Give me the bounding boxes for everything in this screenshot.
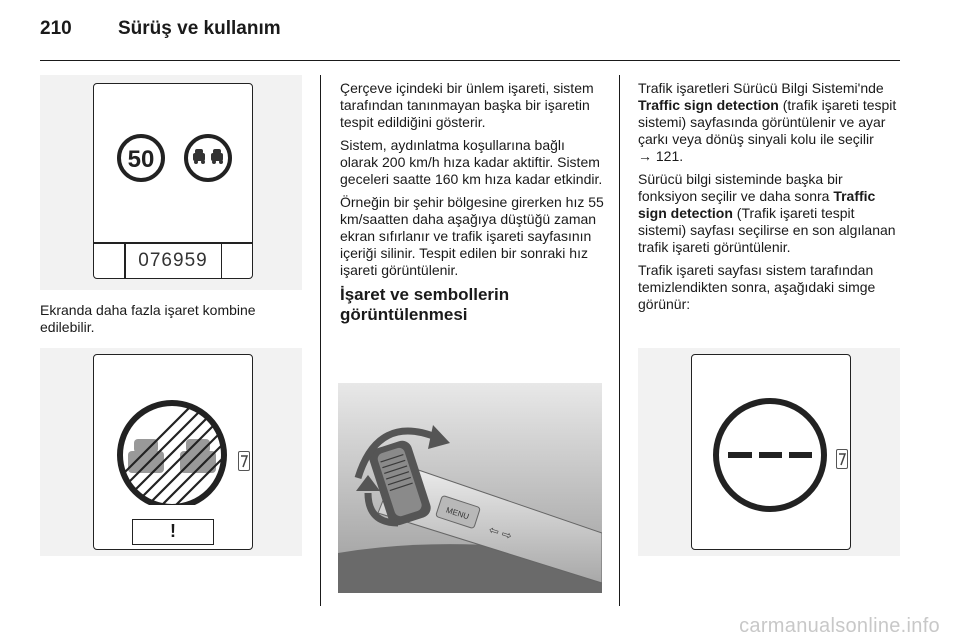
caption-text: Ekranda daha fazla işaret kombine edilebilir.: [40, 302, 256, 335]
section-title: Sürüş ve kullanım: [118, 18, 281, 39]
odometer-reading: 076959: [138, 250, 208, 271]
header-rule: [40, 60, 900, 61]
speed-limit-value: 50: [127, 146, 155, 173]
page-header: [40, 18, 281, 40]
section-heading: İşaret ve sembollerin görüntülenmesi: [340, 285, 510, 324]
term-traffic-sign-detection: Traffic sign detection: [638, 97, 779, 113]
display-divider: [94, 242, 252, 244]
paragraph-cleared-symbol: Trafik işareti sayfası sistem tarafından temizlendikten sonra, aşağıdaki simge görünür:: [638, 262, 876, 312]
display-frame-2: [93, 354, 253, 550]
svg-text:MENU: MENU: [444, 505, 471, 522]
exclamation-indicator: !: [132, 519, 214, 545]
cursor-marker-icon-2: [836, 449, 848, 469]
display-frame-3: [691, 354, 851, 550]
column-middle-text: [340, 80, 605, 335]
paragraph-display-page: Trafik işaretleri Sürücü Bilgi Sistemi'nde Traffic sign detection (trafik işareti tespit sistemi) sayfasında görüntülenir ve ayar çarkı veya dönüş sinyali kolu ile seçilir → 121.: [638, 80, 897, 164]
figure-cleared-symbol: [638, 348, 900, 556]
page-reference: → 121.: [638, 148, 684, 164]
footer-watermark: carmanualsonline.info: [739, 615, 940, 637]
paragraph-last-sign: Sürücü bilgi sisteminde başka bir fonksiyon seçilir ve daha sonra Traffic sign detection (Trafik işareti tespit sistemi) sayfası seçilirse en son algılanan trafik işareti görüntülenir.: [638, 171, 896, 255]
cleared-symbol-svg: [692, 355, 849, 549]
column-divider-left: [320, 75, 321, 606]
cursor-marker-icon: [238, 451, 250, 471]
page-number: 210: [40, 18, 72, 39]
no-overtaking-sign: [186, 136, 230, 180]
column-right-text: [638, 80, 903, 319]
caption-combined-signs: [40, 302, 302, 342]
column-divider-right: [619, 75, 620, 606]
paragraph-activity-speed: Sistem, aydınlatma koşullarına bağlı olarak 200 km/h hıza kadar aktiftir. Sistem geceleri saatte 160 km hıza kadar etkindir.: [340, 137, 603, 187]
figure-turn-signal-stalk: [338, 383, 602, 593]
signs-svg: [94, 84, 251, 234]
figure-speed-sign-display: [40, 75, 302, 290]
stalk-illustration-svg: [338, 383, 602, 593]
turn-signal-arrows-icon: ⇦ ⇨: [487, 522, 514, 544]
paragraph-exclamation: Çerçeve içindeki bir ünlem işareti, sistem tarafından tanınmayan başka bir işaretin tespit edildiğini gösterir.: [340, 80, 594, 130]
paragraph-reset: Örneğin bir şehir bölgesine girerken hız 55 km/saatten daha aşağıya düştüğü zaman ekran sıfırlanır ve trafik işareti sayfasının içeriği silinir. Tespit edilen bir sonraki hız işareti görüntülenir.: [340, 194, 604, 278]
figure-end-restriction-sign: [40, 348, 302, 556]
display-frame: [93, 83, 253, 279]
end-restriction-svg: [94, 355, 251, 505]
term-traffic-sign-detection-2: Traffic sign detection: [638, 188, 876, 221]
